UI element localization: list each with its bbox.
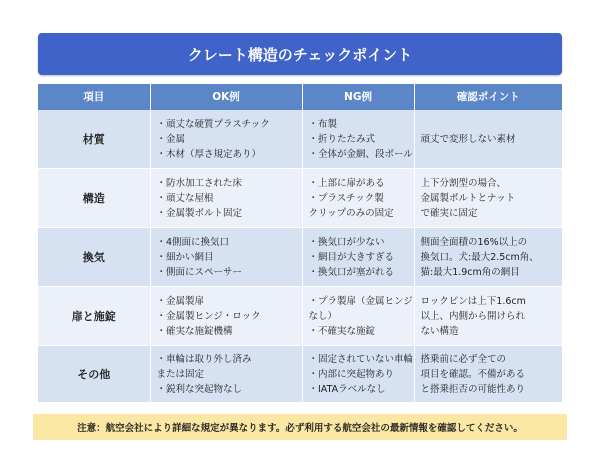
ok-line: ・金属製ボルト固定 xyxy=(156,207,243,219)
ok-line: ・車輪は取り外し済み xyxy=(156,353,252,365)
table-row xyxy=(38,228,562,287)
ng-cell xyxy=(302,287,414,346)
ng-line: なし） xyxy=(308,310,338,322)
check-line: 側面全面積の16%以上の xyxy=(420,236,528,248)
check-line: で確実に固定 xyxy=(420,207,478,219)
ok-cell xyxy=(150,287,302,346)
checkpoint-table xyxy=(38,84,562,403)
ok-line: ・側面にスペーサー xyxy=(156,266,243,278)
ok-cell xyxy=(150,228,302,287)
ng-line: ・固定されていない車輪 xyxy=(308,353,414,365)
ok-line: ・4側面に換気口 xyxy=(156,236,230,248)
ok-cell xyxy=(150,346,302,403)
column-header-ng: NG例 xyxy=(302,84,414,110)
ng-cell xyxy=(302,169,414,228)
ng-line: ・上部に扉がある xyxy=(308,177,385,189)
row-item-label: 換気 xyxy=(38,228,150,287)
ok-line: ・頑丈な硬質プラスチック xyxy=(156,118,270,130)
ok-line: または固定 xyxy=(156,368,205,380)
check-line xyxy=(421,147,563,162)
check-line: ない構造 xyxy=(420,325,459,337)
ng-line: ・網目が大きすぎる xyxy=(308,251,395,263)
check-line: 項目を確認。不備がある xyxy=(420,368,526,380)
ng-cell xyxy=(302,110,414,169)
check-cell xyxy=(414,346,562,403)
check-line: 頑丈で変形しない素材 xyxy=(420,133,516,145)
row-item-label: 構造 xyxy=(38,169,150,228)
check-cell xyxy=(414,287,562,346)
ng-cell xyxy=(302,346,414,403)
ok-line: ・防水加工された床 xyxy=(156,177,243,189)
check-line: 猫:最大1.9cm角の網目 xyxy=(420,266,520,278)
column-header-item: 項目 xyxy=(38,84,150,110)
check-line xyxy=(421,117,563,132)
row-item-label: その他 xyxy=(38,346,150,403)
ng-line: ・不確実な施錠 xyxy=(308,325,376,337)
check-line: 以上、内側から開けられ xyxy=(420,310,526,322)
page-title: クレート構造のチェックポイント xyxy=(38,33,562,75)
table-row xyxy=(38,287,562,346)
ok-cell xyxy=(150,110,302,169)
check-line: 金属製ボルトとナット xyxy=(420,192,516,204)
ng-line: ・内部に突起物あり xyxy=(308,368,395,380)
check-line: 上下分割型の場合、 xyxy=(420,177,507,189)
ok-cell xyxy=(150,169,302,228)
table-row xyxy=(38,346,562,403)
ng-line: ・全体が金網、段ボール xyxy=(308,148,413,160)
column-header-ok: OK例 xyxy=(150,84,302,110)
ok-line: ・確実な施錠機構 xyxy=(156,325,233,337)
check-line: 搭乗前に必ず全ての xyxy=(420,353,507,365)
check-cell xyxy=(414,169,562,228)
ng-line: ・プラ製扉（金属ヒンジ xyxy=(308,295,413,307)
caution-note: 注意：航空会社により詳細な規定が異なります。必ず利用する航空会社の最新情報を確認してください。 xyxy=(33,414,567,440)
ok-line: ・細かい網目 xyxy=(156,251,214,263)
check-line: 換気口。犬:最大2.5cm角、 xyxy=(420,251,539,263)
table-row xyxy=(38,110,562,169)
ok-line: ・鋭利な突起物なし xyxy=(156,383,243,395)
ok-line: ・金属製ヒンジ・ロック xyxy=(156,310,261,322)
table-row xyxy=(38,169,562,228)
ok-line: ・頑丈な屋根 xyxy=(156,192,214,204)
ng-line: ・布製 xyxy=(308,118,338,130)
ng-line: ・換気口が塞がれる xyxy=(308,266,395,278)
ok-line: ・金属製扉 xyxy=(156,295,205,307)
ng-line: ・プラスチック製 xyxy=(308,192,384,204)
check-cell xyxy=(414,110,562,169)
ng-line: クリップのみの固定 xyxy=(308,207,394,219)
ng-line: ・換気口が少ない xyxy=(308,236,385,248)
ok-line: ・金属 xyxy=(156,133,186,145)
column-header-check: 確認ポイント xyxy=(414,84,562,110)
ok-line: ・木材（厚さ規定あり） xyxy=(156,148,262,160)
row-item-label: 扉と施錠 xyxy=(38,287,150,346)
table-header-row xyxy=(38,84,562,110)
ng-cell xyxy=(302,228,414,287)
check-line: と搭乗拒否の可能性あり xyxy=(420,383,526,395)
check-line: ロックピンは上下1.6cm xyxy=(420,295,526,307)
ng-line: ・折りたたみ式 xyxy=(308,133,376,145)
ng-line: ・IATAラベルなし xyxy=(308,383,386,395)
check-cell xyxy=(414,228,562,287)
row-item-label: 材質 xyxy=(38,110,150,169)
